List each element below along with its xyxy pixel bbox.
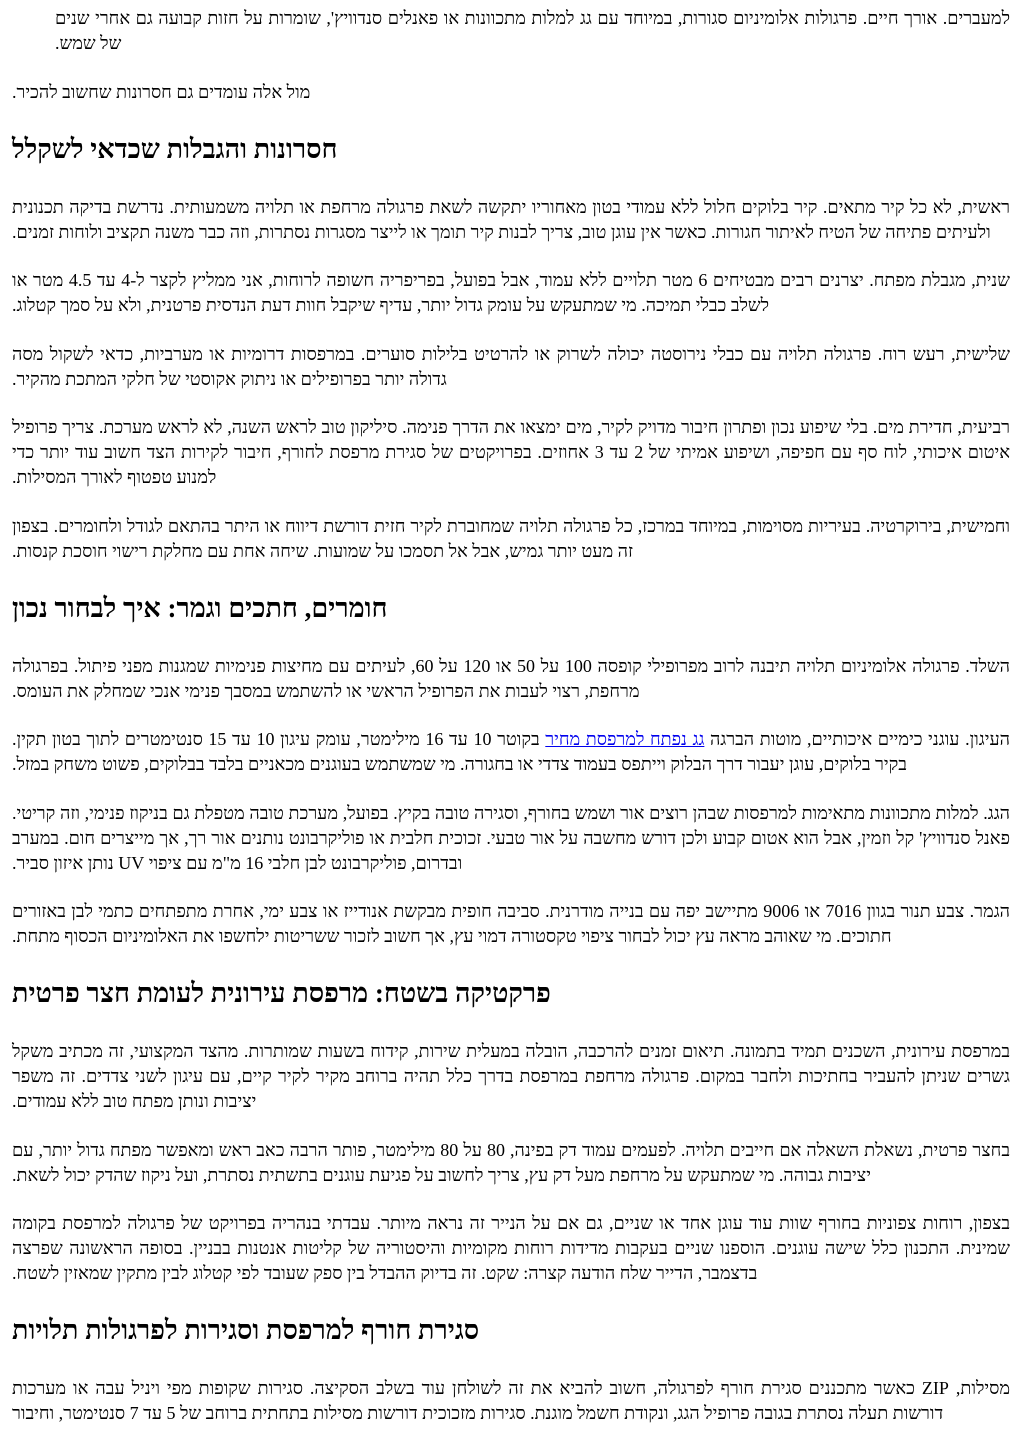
paragraph: וחמישית, בירוקרטיה. בעיריות מסוימות, במיוחד במרכז, כל פרגולה תלויה שמחוברת לקיר חזית דורשת דיווח או היתר בהתאם לגודל ולחומרים. בצפון זה מעט יותר גמיש, אבל אל תסמכו על שמועות. שיחה אחת עם מחלקת רישוי חוסכת קנסות. xyxy=(12,515,1010,561)
paragraph: רביעית, חדירת מים. בלי שיפוע נכון ופתרון חיבור מדויק לקיר, מים ימצאו את הדרך פנימה. סיליקון טוב לראש השנה, לא לראש מערכת. צריך פרופיל איטום איכותי, לוח סף עם חפיפה, ושיפוע אמיתי של 2 עד 3 אחוזים. בפרויקטים של סגירת מרפסת לחורף, חיבור לקירות הצד חשוב עוד יותר כדי למנוע טפטוף לאורך המסילות. xyxy=(12,417,1010,487)
paragraph: שלישית, רעש רוח. פרגולה תלויה עם כבלי נירוסטה יכולה לשרוק או להרטיט בלילות סוערים. במרפסות דרומיות או מערביות, כדאי לשקול מסה גדולה יותר בפרופילים או ניתוק אקוסטי של חלקי המתכת מהקיר. xyxy=(12,343,1010,389)
section-heading-field-practice: פרקטיקה בשטח: מרפסת עירונית לעומת חצר פרטית xyxy=(12,978,551,1008)
paragraph-anchoring xyxy=(12,727,1010,777)
paragraph: מסילות, ZIP כאשר מתכננים סגירת חורף לפרגולה, חשוב להביא את זה לשולחן עוד בשלב הסקיצה. סגירות שקופות מפי ויניל עבה או מערכות דורשות תעלה נסתרת בגובה פרופיל הגג, ונקודת חשמל מוגנת. סגירות מזכוכית דורשות מסילות בתחתית ברוחב של 5 עד 7 סנטימטר, וחיבור xyxy=(12,1378,1010,1423)
paragraph: בחצר פרטית, נשאלת השאלה אם חייבים תלויה. לפעמים עמוד דק בפינה, 80 על 80 מילימטר, פותר הרבה כאב ראש ומאפשר מפתח גדול יותר, עם יציבות גבוהה. מי שמתעקש על מרחפת מעל דק עץ, צריך לחשוב על פגיעת עוגנים בתשתית נסתרת, ועל ניקוז שהדק יכול לשאת. xyxy=(12,1139,1010,1185)
paragraph-finish: הגמר. צבע תנור בגוון 7016 או 9006 מתיישב יפה עם בנייה מודרנית. סביבה חופית מבקשת אנודייז או צבע ימי, אחרת מתפתחים כתמי לבן באזורים חתוכים. מי שאוהב מראה עץ יכול לבחור ציפוי טקסטורה דמוי עץ, אך חשוב לזכור ששריטות ילחשפו את האלומיניום הכסוף מתחת. xyxy=(12,901,1010,946)
inline-link-retractable-roof-price[interactable]: גג נפתח למרפסת מחיר xyxy=(545,729,705,749)
paragraph: ראשית, לא כל קיר מתאים. קיר בלוקים חלול ללא עמודי בטון מאחוריו יתקשה לשאת פרגולה מרחפת או תלויה משמעותית. נדרשת בדיקה תכנונית ולעיתים פתיחה של הטיח לאיתור חגורות. כאשר אין עוגן טוב, צריך לבנות קיר תומך או לייצר מסגרות נסתרות, וזה כבר משנה תקציב ולוחות זמנים. xyxy=(12,196,1010,242)
paragraph: בצפון, רוחות צפוניות בחורף שוות עוד עוגן אחד או שניים, גם אם על הנייר זה נראה מיותר. עבדתי בנהריה בפרויקט של פרגולה למרפסת בקומה שמינית. התכנון כלל שישה עוגנים. הוספנו שניים בעקבות מדידות רוחות מקומיות והיסטוריה של קליטות אנטנות בבניין. בסופה הראשונה שפרצה בדצמבר, הדייר שלח הודעה קצרה: שקט. זה בדיוק ההבדל בין ספק שעובד לפי קטלוג לבין מתקין שמאזין לשטח. xyxy=(12,1213,1010,1283)
anchoring-text-before: העיגון. עוגני כימיים איכותיים, מוטות הברגה xyxy=(704,729,1010,749)
paragraph-roof: הגג. למלות מתכוונות מתאימות למרפסות שבהן רוצים אור ושמש בחורף, וסגירה טובה בקיץ. בפועל, מערכת טובה מטפלת גם בניקוז פנימי, וזה קריטי. פאנל סנדוויץ' קל וזמין, אבל הוא אטום קבוע ולכן דורש מחשבה על אור טבעי. זכוכית חלבית או פוליקרבונט נותנים אור רך, אך מייצרים חום. במערב ובדרום, פוליקרבונט לבן חלבי 16 מ"מ עם ציפוי UV נותן איזון סביר. xyxy=(12,802,1010,873)
section-heading-materials: חומרים, חתכים וגמר: איך לבחור נכון xyxy=(12,592,388,623)
article-body xyxy=(12,6,1010,1426)
section-heading-drawbacks: חסרונות והגבלות שכדאי לשקלל xyxy=(12,133,338,164)
paragraph: במרפסת עירונית, השכנים תמיד בתמונה. תיאום זמנים להרכבה, הובלה במעלית שירות, קידוח בשעות שמותרות. מהצד המקצועי, זה מכתיב משקל גשרים שניתן להעביר בחתיכות ולחבר במקום. פרגולה מרחפת במרפסת בדרך כלל תהיה ברוחב מקיר לקיר קיים, עם עיגון לשני צדדים. זה משפר יציבות ונותן מפתח טוב ללא עמודים. xyxy=(12,1041,1010,1111)
intro-transition: מול אלה עומדים גם חסרונות שחשוב להכיר. xyxy=(12,81,311,102)
paragraph-frame: השלד. פרגולה אלומיניום תלויה תיבנה לרוב מפרופילי קופסה 100 על 50 או 120 על 60, לעיתים עם מחיצות פנימיות שמגנות מפני פיתול. בפרגולה מרחפת, רצוי לעבות את הפרופיל הראשי או להשתמש במסבך פנימי אנכי שמחלק את העומס. xyxy=(12,655,1010,701)
section-heading-winter-enclosure: סגירת חורף למרפסת וסגירות לפרגולות תלויות xyxy=(12,1315,480,1345)
paragraph: שנית, מגבלת מפתח. יצרנים רבים מבטיחים 6 מטר תלויים ללא עמוד, אבל בפועל, בפריפריה חשופה לרוחות, אני ממליץ לקצר ל-4 עד 4.5 מטר או לשלב כבלי תמיכה. מי שמתעקש על עומק גדול יותר, עדיף שיקבל חוות דעת הנדסית פרטנית, ולא על סמך קטלוג. xyxy=(12,270,1011,315)
intro-continuation: למעברים. אורך חיים. פרגולות אלומיניום סגורות, במיוחד עם גג למלות מתכוונות או פאנלים סנדוויץ', שומרות על חזות קבועה גם אחרי שנים של שמש. xyxy=(55,8,1010,53)
anchoring-text-after: בקוטר 10 עד 16 מילימטר, עומק עיגון 10 עד 15 סנטימטרים לתוך בטון תקין. בקיר בלוקים, עוגן יעבור דרך הבלוק וייתפס בעמוד צדדי או בחגורה. מי שמשתמש בעוגנים מכאניים בלבד בבלוקים, פשוט משחק במזל. xyxy=(12,729,907,774)
